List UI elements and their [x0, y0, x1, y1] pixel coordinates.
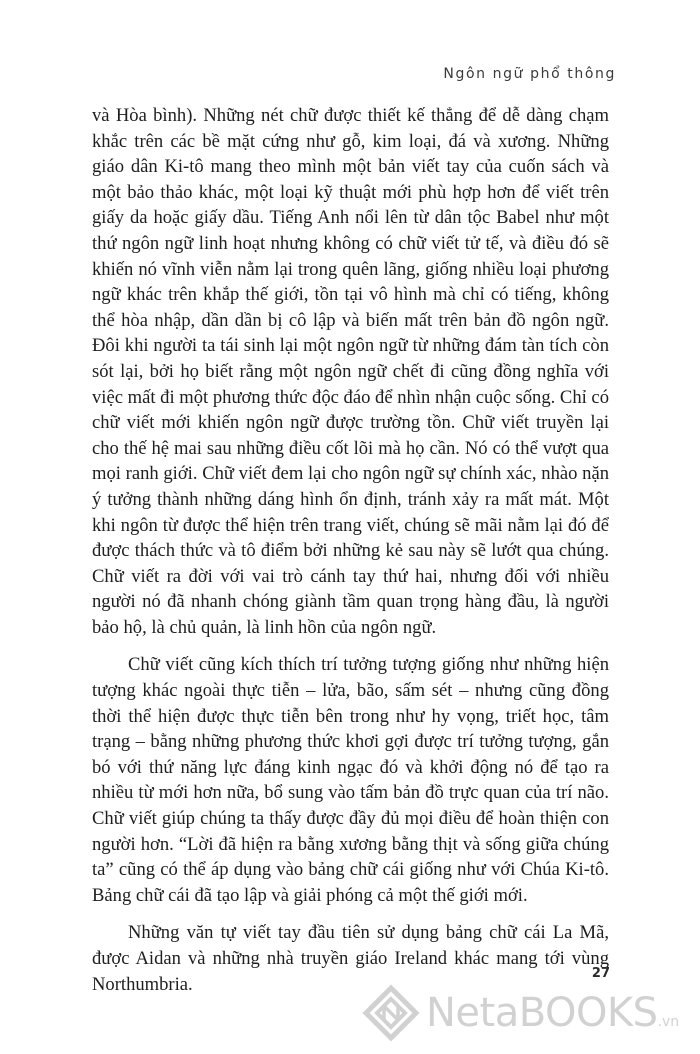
netabooks-logo-icon — [362, 984, 420, 1042]
watermark-brand: NetaBOOKS — [426, 990, 658, 1036]
watermark-suffix: .vn — [657, 1014, 680, 1030]
paragraph-2: Chữ viết cũng kích thích trí tưởng tượng giống như những hiện tượng khác ngoài thực tiễn – lửa, bão, sấm sét – nhưng cũng đồng thời thể hiện được thực tiễn bên trong như hy vọng, triết học, tâm trạng – bằng những phương thức khơi gợi được trí tưởng tượng, gắn bó với thứ năng lực đáng kinh ngạc đó và khởi động nó để tạo ra nhiều từ mới hơn nữa, bổ sung vào tấm bản đồ trực quan của trí não. Chữ viết giúp chúng ta thấy được đầy đủ mọi điều để hoàn thiện con người hơn. “Lời đã hiện ra bằng xương bằng thịt và sống giữa chúng ta” cũng có thể áp dụng vào bảng chữ cái giống như với Chúa Ki-tô. Bảng chữ cái đã tạo lập và giải phóng cả một thế giới mới. — [92, 654, 609, 906]
watermark-text — [426, 990, 679, 1045]
watermark — [362, 984, 692, 1042]
running-header: Ngôn ngữ phổ thông — [443, 66, 616, 82]
page-number: 27 — [591, 966, 610, 981]
paragraph-3: Những văn tự viết tay đầu tiên sử dụng bảng chữ cái La Mã, được Aidan và những nhà truyền giáo Ireland khác mang tới vùng Northumbria. — [92, 922, 609, 995]
paragraph-1: và Hòa bình). Những nét chữ được thiết kế thẳng để dễ dàng chạm khắc trên các bề mặt cứng như gỗ, kim loại, đá và xương. Những giáo dân Ki-tô mang theo mình một bản viết tay của cuốn sách và một bảo thảo khác, một loại kỹ thuật mới phù hợp hơn để viết trên giấy da hoặc giấy dầu. Tiếng Anh nổi lên từ dân tộc Babel như một thứ ngôn ngữ linh hoạt nhưng không có chữ viết tử tế, và điều đó sẽ khiến nó vĩnh viễn nằm lại trong quên lãng, giống nhiều loại phương ngữ khác trên khắp thế giới, tồn tại vô hình mà chỉ có tiếng, không thể hòa nhập, dần dần bị cô lập và biến mất trên bản đồ ngôn ngữ. Đôi khi người ta tái sinh lại một ngôn ngữ từ những đám tàn tích còn sót lại, bởi họ biết rằng một ngôn ngữ chết đi cũng đồng nghĩa với việc mất đi một phương thức độc đáo để nhìn nhận cuộc sống. Chỉ có chữ viết mới khiến ngôn ngữ được trường tồn. Chữ viết truyền lại cho thế hệ mai sau những điều cốt lõi mà họ cần. Nó có thể vượt qua mọi ranh giới. Chữ viết đem lại cho ngôn ngữ sự chính xác, nhào nặn ý tưởng thành những dáng hình ổn định, tránh xảy ra mất mát. Một khi ngôn từ được thể hiện trên trang viết, chúng sẽ mãi nằm lại đó để được thách thức và tô điểm bởi những kẻ sau này sẽ lướt qua chúng. Chữ viết ra đời với vai trò cánh tay thứ hai, nhưng đối với nhiều người nó đã nhanh chóng giành tầm quan trọng hàng đầu, là người bảo hộ, là chủ quản, là linh hồn của ngôn ngữ. — [92, 105, 609, 638]
body-text — [92, 103, 609, 997]
